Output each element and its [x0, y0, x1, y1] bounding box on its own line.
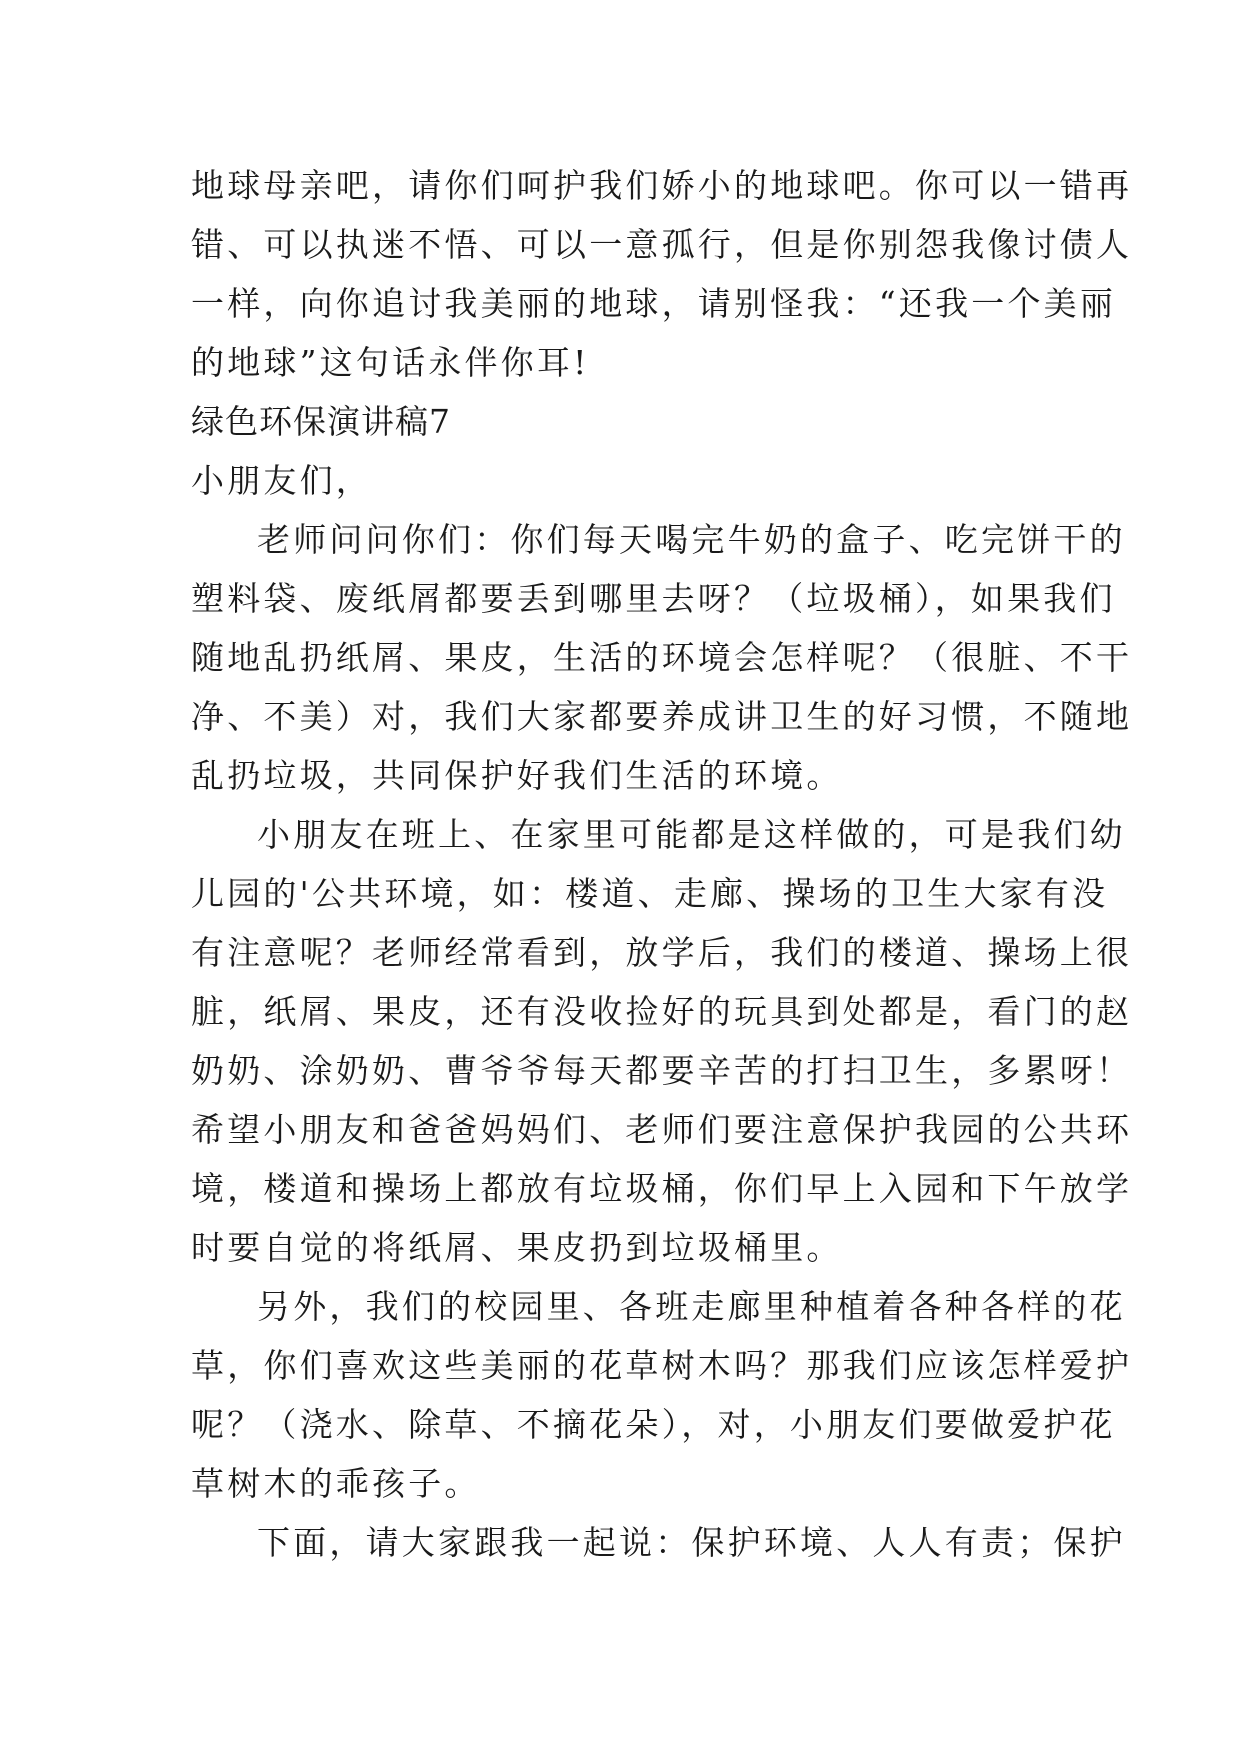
text-line: 奶奶、涂奶奶、曹爷爷每天都要辛苦的打扫卫生，多累呀！: [191, 1051, 1133, 1090]
text-line: 随地乱扔纸屑、果皮，生活的环境会怎样呢？（很脏、不干: [191, 638, 1133, 677]
paragraph-first-line: 另外，我们的校园里、各班走廊里种植着各种各样的花: [257, 1287, 1126, 1326]
text-line: 草树木的乖孩子。: [191, 1464, 481, 1503]
text-line: 有注意呢？老师经常看到，放学后，我们的楼道、操场上很: [191, 933, 1133, 972]
paragraph-first-line: 下面，请大家跟我一起说：保护环境、人人有责；保护: [257, 1523, 1126, 1562]
text-line: 时要自觉的将纸屑、果皮扔到垃圾桶里。: [191, 1228, 843, 1267]
text-line: 希望小朋友和爸爸妈妈们、老师们要注意保护我园的公共环: [191, 1110, 1133, 1149]
paragraph-first-line: 老师问问你们：你们每天喝完牛奶的盒子、吃完饼干的: [257, 520, 1126, 559]
salutation: 小朋友们，: [191, 461, 372, 500]
text-line: 塑料袋、废纸屑都要丢到哪里去呀？（垃圾桶），如果我们: [191, 579, 1116, 618]
document-body: [191, 156, 1133, 1572]
text-line: 一样，向你追讨我美丽的地球，请别怪我：“还我一个美丽: [191, 284, 1117, 323]
text-line: 境，楼道和操场上都放有垃圾桶，你们早上入园和下午放学: [191, 1169, 1133, 1208]
paragraph-first-line: 小朋友在班上、在家里可能都是这样做的，可是我们幼: [257, 815, 1126, 854]
text-line: 草，你们喜欢这些美丽的花草树木吗？那我们应该怎样爱护: [191, 1346, 1133, 1385]
text-line: 乱扔垃圾，共同保护好我们生活的环境。: [191, 756, 843, 795]
text-line: 的地球”这句话永伴你耳!: [191, 343, 590, 382]
section-heading: 绿色环保演讲稿7: [191, 402, 451, 441]
text-line: 地球母亲吧，请你们呵护我们娇小的地球吧。你可以一错再: [191, 166, 1133, 205]
text-line: 错、可以执迷不悟、可以一意孤行，但是你别怨我像讨债人: [191, 225, 1133, 264]
text-line: 脏，纸屑、果皮，还有没收捡好的玩具到处都是，看门的赵: [191, 992, 1133, 1031]
text-line: 呢？（浇水、除草、不摘花朵），对，小朋友们要做爱护花: [191, 1405, 1116, 1444]
text-line: 儿园的'公共环境，如：楼道、走廊、操场的卫生大家有没: [191, 874, 1109, 913]
text-line: 净、不美）对，我们大家都要养成讲卫生的好习惯，不随地: [191, 697, 1133, 736]
